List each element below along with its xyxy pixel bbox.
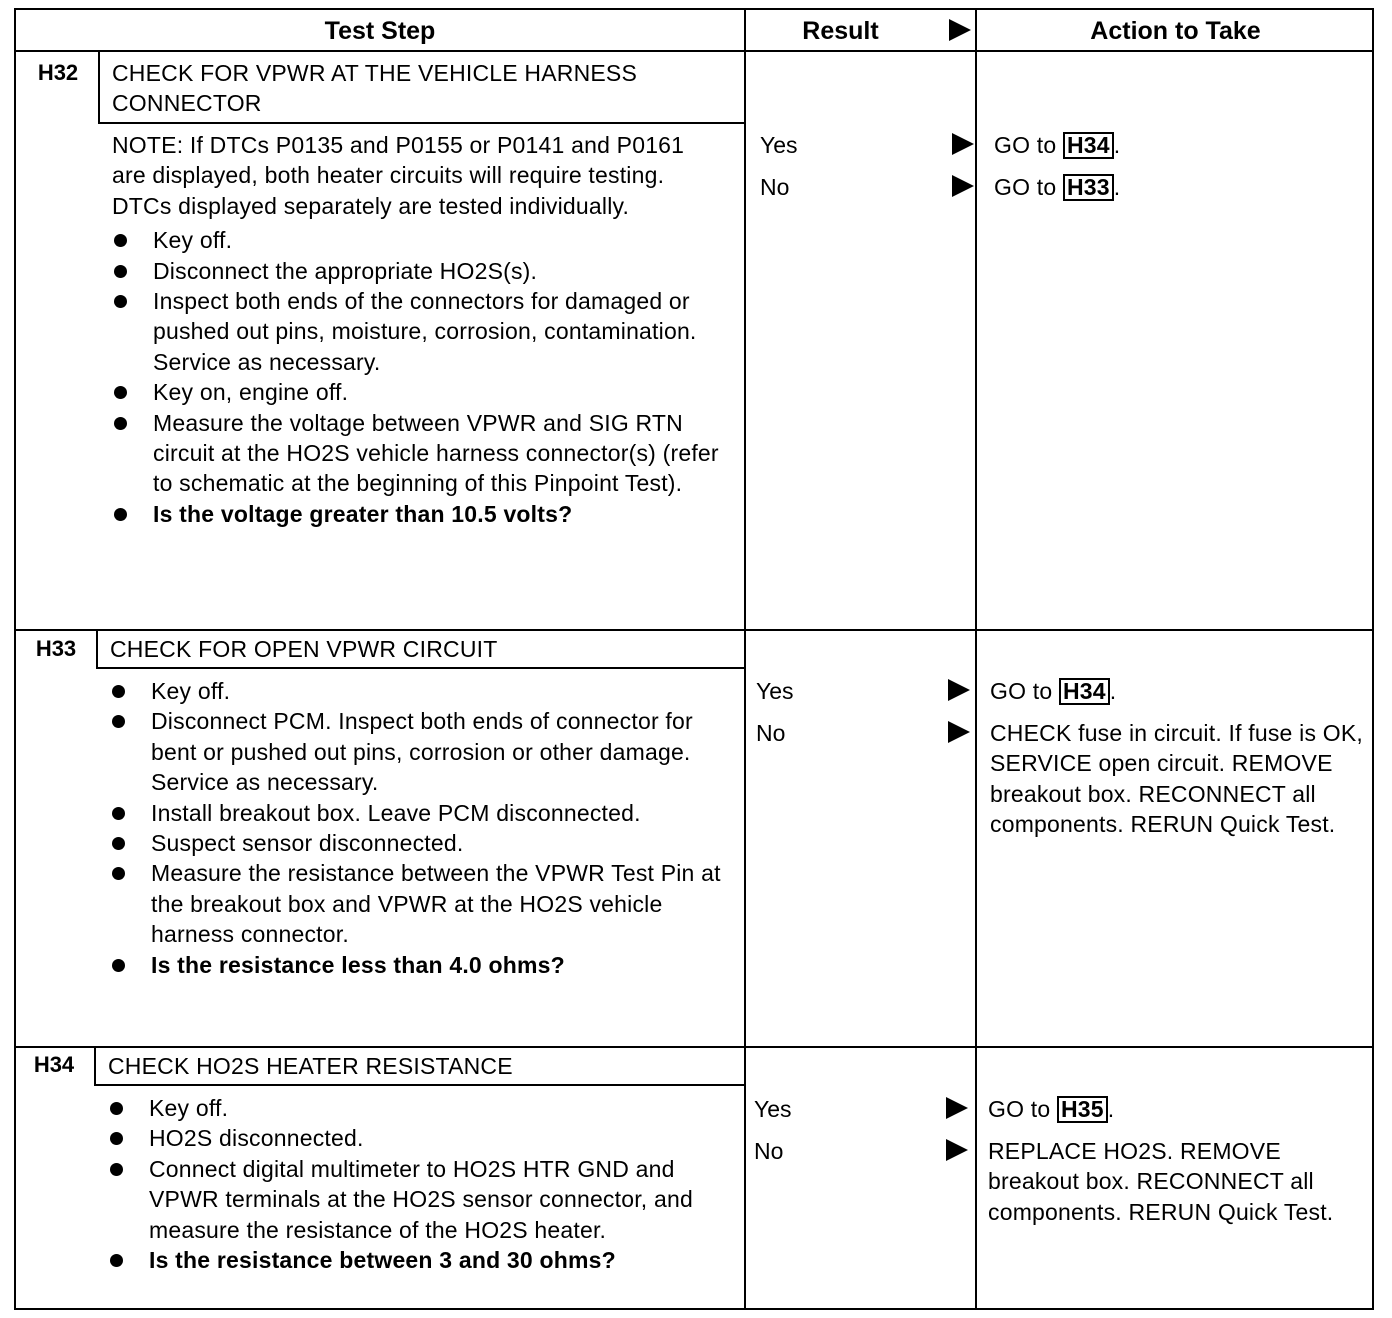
action-suffix: . <box>1107 1096 1115 1122</box>
arrow-icon <box>946 1097 968 1119</box>
h33-id-divider <box>96 629 98 669</box>
action-prefix: GO to <box>994 174 1063 200</box>
action-suffix: . <box>1113 174 1121 200</box>
header-test-step: Test Step <box>324 16 436 45</box>
col-divider-action <box>975 10 977 1308</box>
step-body-h34 <box>108 1093 722 1275</box>
action-prefix: GO to <box>988 1096 1057 1122</box>
step-id-h33: H33 <box>35 636 77 661</box>
step-title-h33-line1: CHECK FOR OPEN VPWR CIRCUIT <box>110 636 498 662</box>
result-yes-h33: Yes <box>756 678 794 704</box>
arrow-icon <box>948 679 970 701</box>
result-yes-h34: Yes <box>754 1096 792 1122</box>
action-suffix: . <box>1113 132 1121 158</box>
bullet-item: Disconnect the appropriate HO2S(s). <box>112 256 722 286</box>
step-title-h33 <box>110 634 497 664</box>
pinpoint-test-table <box>14 8 1374 1310</box>
bullet-item: Key off. <box>108 1093 722 1123</box>
step-title-h32-line2: CONNECTOR <box>112 90 262 116</box>
arrow-icon <box>948 721 970 743</box>
bullet-item: Measure the voltage between VPWR and SIG RTN circuit at the HO2S vehicle harness connector(s) (refer to schematic at the beginning of this Pinpoint Test). <box>112 408 722 499</box>
step-id-h32: H32 <box>37 60 79 85</box>
h32-section-divider <box>16 629 1374 631</box>
step-title-h34 <box>108 1051 513 1081</box>
result-no-h33: No <box>756 720 786 746</box>
step-question-h33: Is the resistance less than 4.0 ohms? <box>110 950 722 980</box>
action-suffix: . <box>1109 678 1117 704</box>
header-result-label: Result <box>802 16 879 45</box>
header-action: Action to Take <box>1090 16 1261 45</box>
step-question-h32: Is the voltage greater than 10.5 volts? <box>112 499 722 529</box>
step-title-h32-line1: CHECK FOR VPWR AT THE VEHICLE HARNESS <box>112 60 638 86</box>
arrow-icon <box>952 133 974 155</box>
action-prefix: GO to <box>994 132 1063 158</box>
bullet-item: Inspect both ends of the connectors for damaged or pushed out pins, moisture, corrosion, contamination. Service as necessary. <box>112 286 722 377</box>
bullet-item: Suspect sensor disconnected. <box>110 828 722 858</box>
action-no-h33: CHECK fuse in circuit. If fuse is OK, SERVICE open circuit. REMOVE breakout box. RECONNECT all components. RERUN Quick Test. <box>990 720 1363 838</box>
action-yes-h32 <box>994 130 1120 160</box>
result-yes-h32: Yes <box>760 132 798 158</box>
header-divider <box>16 50 1374 52</box>
step-ref-h34[interactable]: H34 <box>1063 132 1114 159</box>
step-ref-h35[interactable]: H35 <box>1057 1096 1108 1123</box>
step-body-h32 <box>112 130 722 529</box>
h32-id-divider <box>98 50 100 124</box>
step-id-h34: H34 <box>33 1052 75 1077</box>
bullet-item: Install breakout box. Leave PCM disconnected. <box>110 798 722 828</box>
h32-title-divider <box>98 122 746 124</box>
h33-section-divider <box>16 1046 1374 1048</box>
result-no-h34: No <box>754 1138 784 1164</box>
h34-id-divider <box>94 1046 96 1086</box>
step-question-h34: Is the resistance between 3 and 30 ohms? <box>108 1245 722 1275</box>
action-no-h34: REPLACE HO2S. REMOVE breakout box. RECONNECT all components. RERUN Quick Test. <box>988 1138 1334 1225</box>
bullet-item: HO2S disconnected. <box>108 1123 722 1153</box>
bullet-item: Disconnect PCM. Inspect both ends of connector for bent or pushed out pins, corrosion or other damage. Service as necessary. <box>110 706 722 797</box>
h33-title-divider <box>96 667 746 669</box>
action-prefix: GO to <box>990 678 1059 704</box>
h34-title-divider <box>94 1084 746 1086</box>
col-divider-result <box>744 10 746 1308</box>
bullet-item: Measure the resistance between the VPWR Test Pin at the breakout box and VPWR at the HO2S vehicle harness connector. <box>110 858 722 949</box>
step-ref-h34[interactable]: H34 <box>1059 678 1110 705</box>
result-no-h32: No <box>760 174 790 200</box>
step-title-h34-line1: CHECK HO2S HEATER RESISTANCE <box>108 1053 513 1079</box>
action-yes-h34 <box>988 1094 1114 1124</box>
action-yes-h33 <box>990 676 1116 706</box>
bullet-item: Connect digital multimeter to HO2S HTR GND and VPWR terminals at the HO2S sensor connector, and measure the resistance of the HO2S heater. <box>108 1154 722 1245</box>
bullet-item: Key off. <box>112 225 722 255</box>
step-bullets-h32 <box>112 225 722 529</box>
step-title-h32 <box>112 58 637 118</box>
bullet-item: Key on, engine off. <box>112 377 722 407</box>
bullet-item: Key off. <box>110 676 722 706</box>
header-arrow-icon <box>949 19 971 41</box>
step-ref-h33[interactable]: H33 <box>1063 174 1114 201</box>
arrow-icon <box>946 1139 968 1161</box>
step-note-h32: NOTE: If DTCs P0135 and P0155 or P0141 and P0161 are displayed, both heater circuits will require testing. DTCs displayed separately are tested individually. <box>112 132 685 219</box>
step-bullets-h33 <box>110 676 722 980</box>
action-no-h32 <box>994 172 1120 202</box>
header-result <box>746 10 975 52</box>
step-body-h33 <box>110 676 722 980</box>
arrow-icon <box>952 175 974 197</box>
step-bullets-h34 <box>108 1093 722 1275</box>
